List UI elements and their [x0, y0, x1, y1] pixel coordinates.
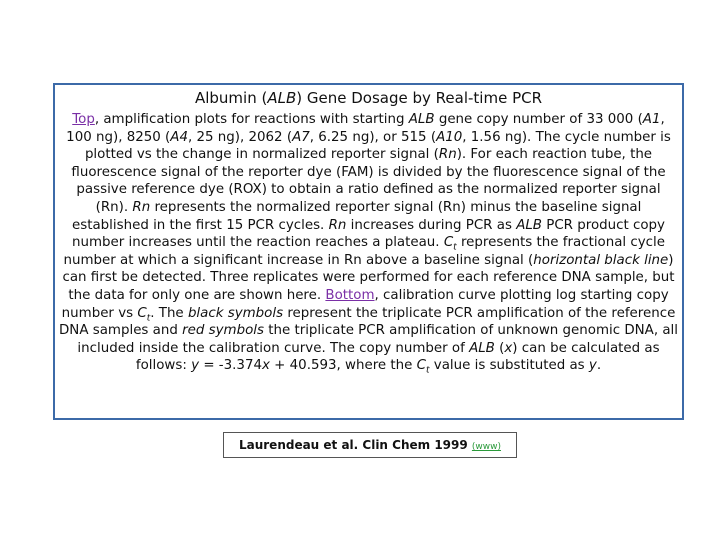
ct-letter: C: [443, 235, 454, 251]
sample-italic: A7: [292, 129, 310, 145]
sample-italic: A10: [436, 129, 463, 145]
x-italic: x: [504, 340, 513, 356]
ct-subscript: t: [453, 242, 457, 253]
caption-text: , 1.56 ng). The cycle number is plotted vs the change in normalized reporter signal (: [84, 129, 671, 163]
gene-italic: ALB: [516, 217, 542, 233]
ct-subscript: t: [426, 365, 430, 376]
rn-italic: Rn: [438, 147, 457, 163]
caption-text: ) can be calculated as follows:: [135, 340, 660, 374]
caption-text: , 6.25 ng), or 515 (: [309, 129, 437, 145]
caption-box: [53, 83, 684, 420]
citation-box: [223, 432, 517, 458]
sample-italic: A1: [642, 112, 661, 127]
ct-symbol: [137, 305, 151, 324]
y-italic: y: [191, 358, 200, 374]
gene-italic: ALB: [469, 340, 495, 356]
y-italic: y: [588, 358, 597, 374]
caption-text: PCR product copy number increases until the reaction reaches a plateau.: [71, 217, 665, 251]
citation-text: Laurendeau et al. Clin Chem 1999: [238, 438, 472, 452]
gene-italic: ALB: [408, 112, 435, 127]
caption-text: , 25 ng), 2062 (: [187, 129, 293, 145]
bottom-link[interactable]: Bottom: [325, 287, 375, 303]
caption-body: [59, 111, 678, 375]
black-symbols-italic: black symbols: [187, 305, 284, 321]
caption-text: ). For each reaction tube, the fluorescence signal of the reporter dye (FAM) is divided by the fluorescence signal of the passive reference dye (ROX) to obtain a ratio defined as the normalized reporter signal (Rn).: [71, 147, 666, 215]
caption-text: represent the triplicate PCR amplification of the reference DNA samples and: [59, 305, 676, 339]
caption-text: .: [596, 358, 602, 374]
caption-text: represents the fractional cycle number at which a significant increase in Rn above a baseline signal (: [63, 235, 666, 268]
rn-italic: Rn: [328, 217, 347, 233]
red-symbols-italic: red symbols: [182, 323, 264, 339]
caption-text: = -3.374: [199, 358, 262, 374]
horizontal-line-italic: horizontal black line: [533, 252, 669, 268]
citation-www-link[interactable]: (www): [471, 442, 502, 452]
ct-letter: C: [137, 305, 147, 321]
ct-symbol: [443, 235, 457, 253]
caption-text: , 100 ng), 8250 (: [66, 112, 665, 145]
caption-text: value is substituted as: [429, 358, 589, 374]
title-text: Albumin (: [194, 89, 268, 107]
ct-symbol: [416, 358, 430, 376]
x-italic: x: [261, 358, 270, 374]
title-text-rest: ) Gene Dosage by Real-time PCR: [296, 89, 543, 107]
caption-text: + 40.593, where the: [269, 358, 417, 374]
ct-letter: C: [416, 358, 426, 374]
top-link[interactable]: Top: [72, 112, 95, 127]
caption-text: the triplicate PCR amplification of unknown genomic DNA, all included inside the calibration curve. The copy number of: [77, 323, 678, 356]
caption-text: gene copy number of 33 000 (: [434, 112, 643, 127]
rn-italic: Rn: [132, 199, 151, 215]
caption-text: , amplification plots for reactions with starting: [94, 112, 409, 127]
title-gene-italic: ALB: [267, 89, 297, 107]
caption-text: (: [494, 340, 505, 356]
caption-text: , calibration curve plotting log starting copy number vs: [61, 287, 669, 321]
caption-text: . The: [150, 305, 188, 321]
caption-title: [55, 88, 682, 108]
caption-text: represents the normalized reporter signal (Rn) minus the baseline signal established in the first 15 PCR cycles.: [72, 199, 642, 233]
ct-subscript: t: [146, 313, 151, 324]
caption-text: ) can first be detected. Three replicates were performed for each reference DNA sample, but the data for only one are shown here.: [62, 252, 675, 303]
sample-italic: A4: [170, 129, 188, 145]
caption-text: increases during PCR as: [346, 217, 517, 233]
